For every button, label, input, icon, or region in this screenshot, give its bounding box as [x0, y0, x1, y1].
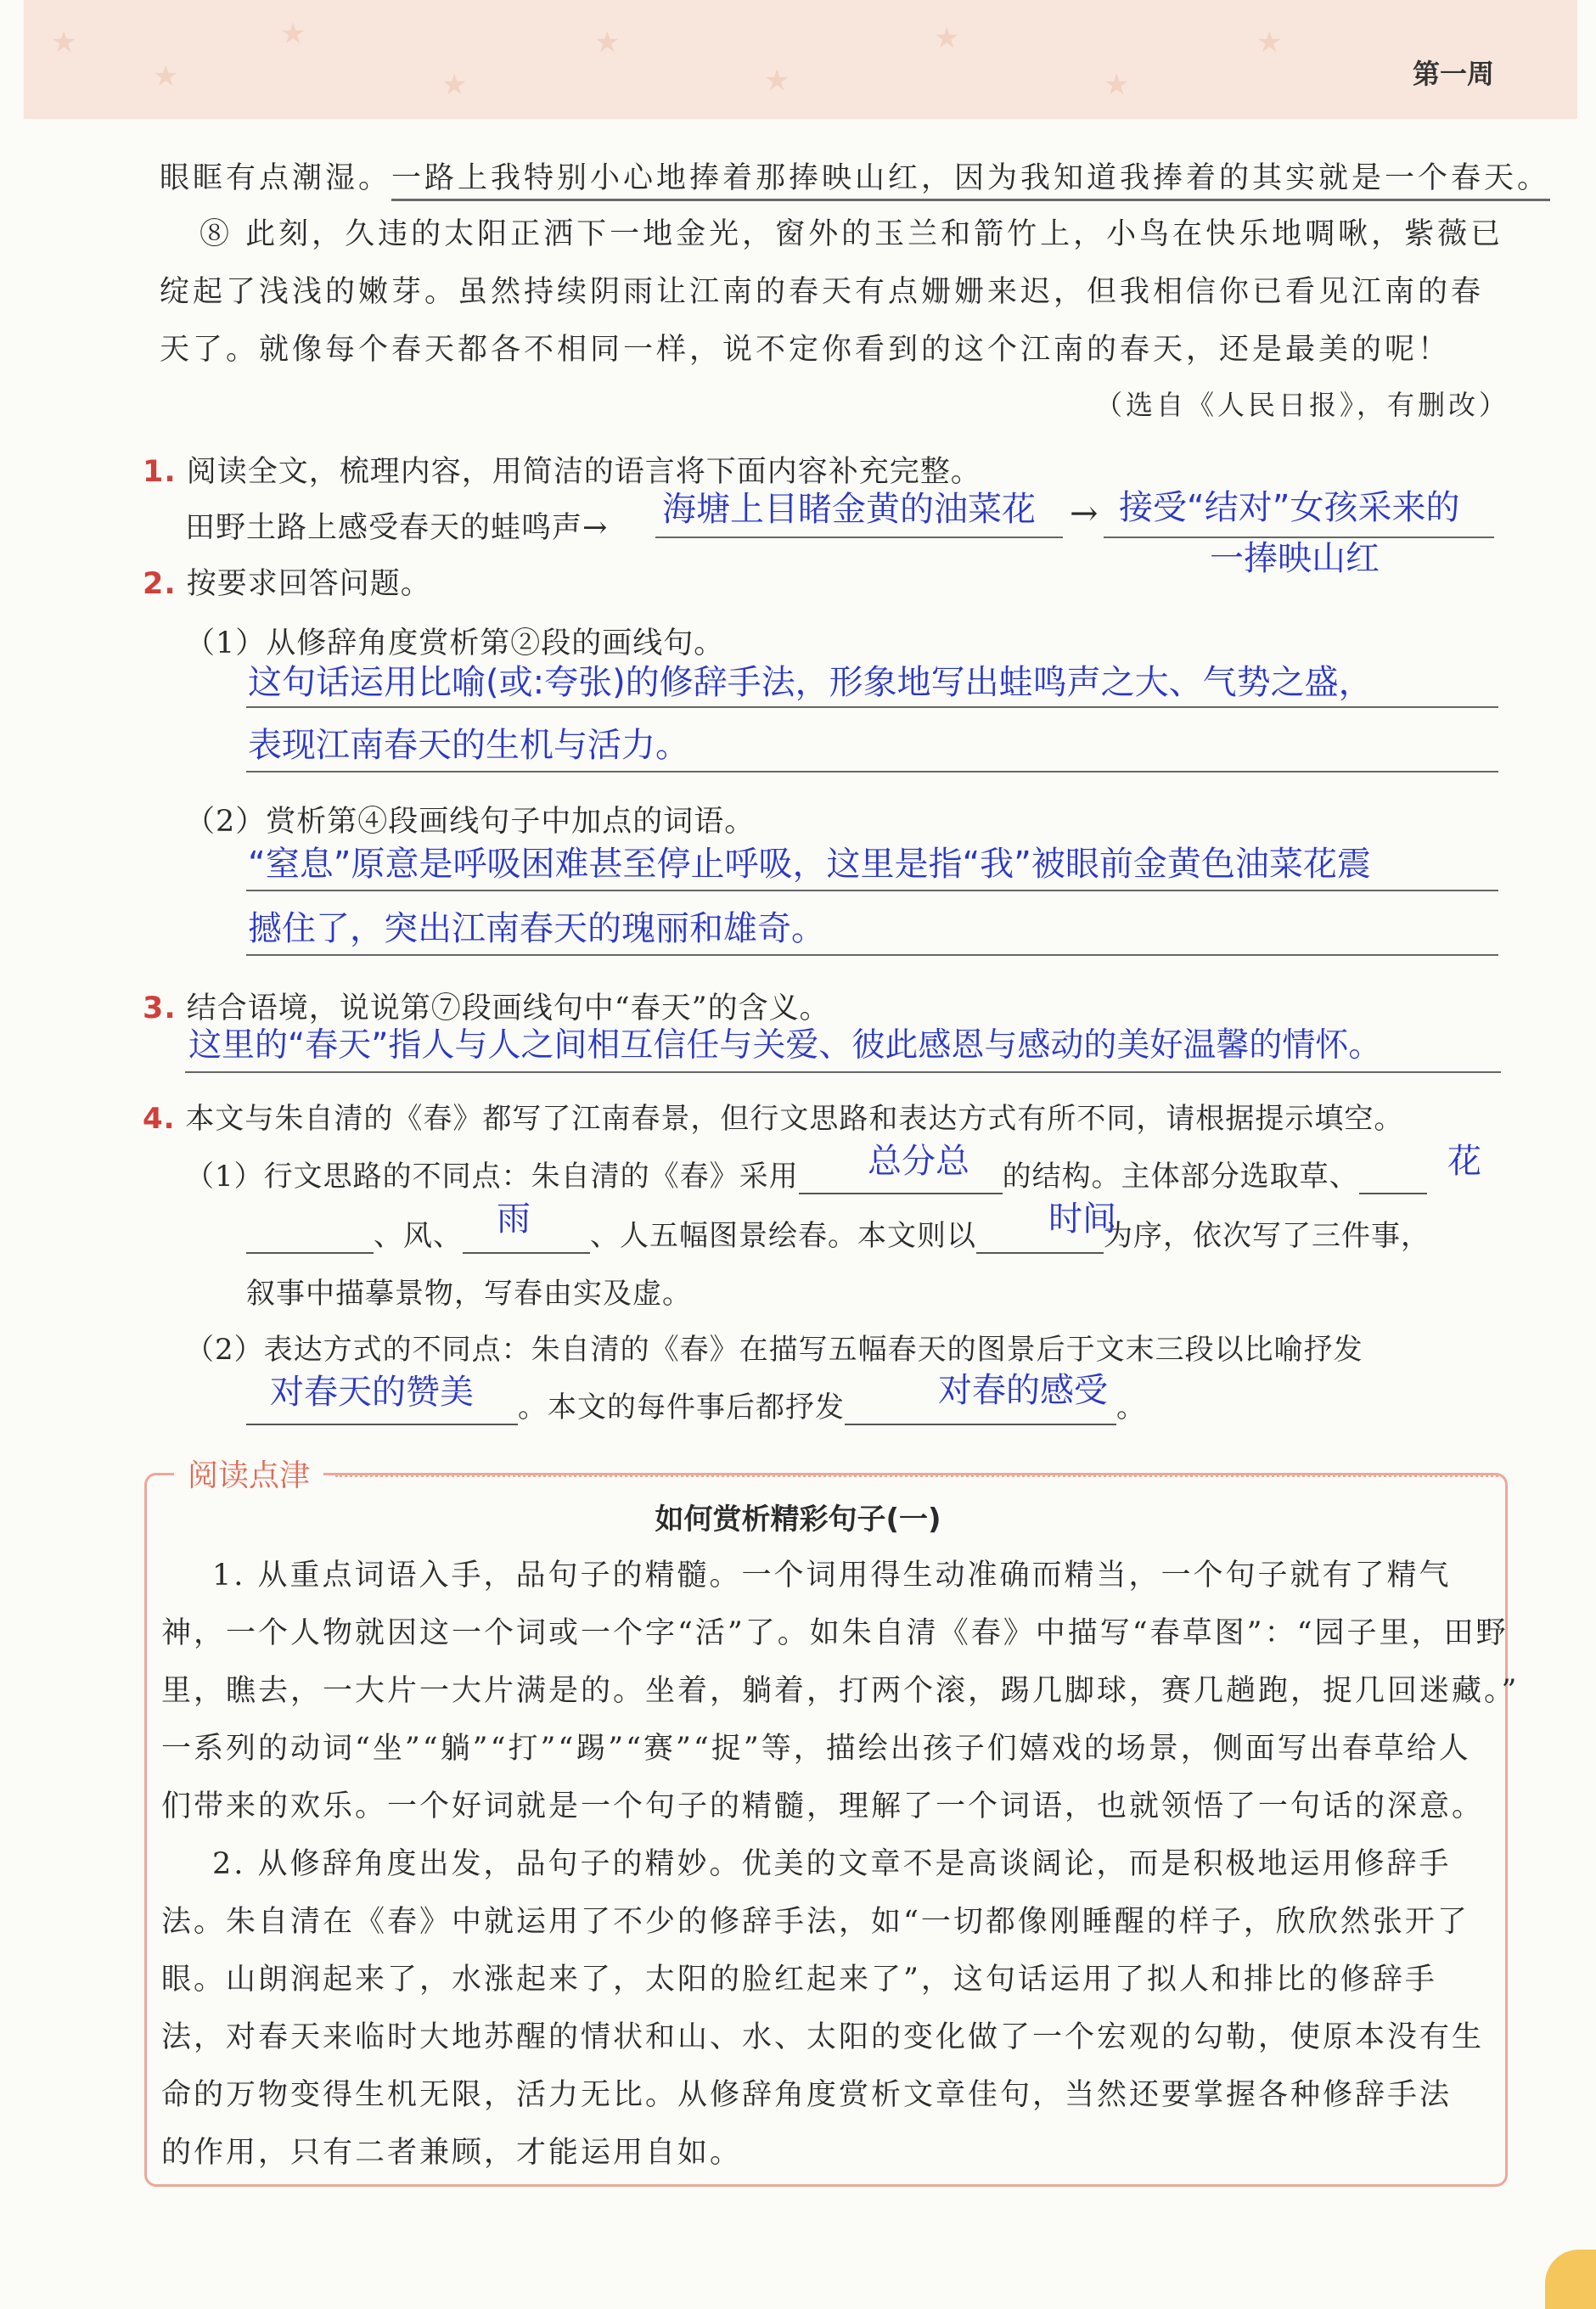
- question-text: 的结构。主体部分选取草、: [1002, 1160, 1359, 1194]
- answer-line: [185, 1071, 1501, 1073]
- tip-line: 里，瞧去，一大片一大片满是的。坐着，躺着，打两个滚，踢几脚球，赛几趟跑，捉几回迷藏。”: [161, 1674, 1520, 1708]
- tip-line: 命的万物变得生机无限，活力无比。从修辞角度赏析文章佳句，当然还要掌握各种修辞手法: [161, 2078, 1453, 2112]
- answer-line: [246, 954, 1498, 956]
- star-decoration: ★: [441, 68, 468, 102]
- answer-line: [246, 771, 1498, 772]
- star-decoration: ★: [594, 25, 621, 59]
- handwritten-answer: “窒息”原意是呼吸困难甚至停止呼吸，这里是指“我”被眼前金黄色油菜花震: [248, 845, 1371, 884]
- sub-question: [185, 1153, 1427, 1194]
- tip-line: 们带来的欢乐。一个好词就是一个句子的精髓，理解了一个词语，也就领悟了一句话的深意。: [161, 1789, 1485, 1823]
- passage-line: ⑧ 此刻，久违的太阳正洒下一地金光，窗外的玉兰和箭竹上，小鸟在快乐地啁啾，紫薇已: [200, 217, 1504, 251]
- question-text: 。: [1116, 1390, 1146, 1424]
- tip-line: 2. 从修辞角度出发，品句子的精妙。优美的文章不是高谈阔论，而是积极地运用修辞手: [212, 1847, 1452, 1881]
- question-text: 结合语境，说说第⑦段画线句中“春天”的含义。: [186, 992, 830, 1025]
- star-decoration: ★: [51, 25, 77, 59]
- question-text: （1）行文思路的不同点：朱自清的《春》采用: [185, 1160, 799, 1194]
- tip-line: 的作用，只有二者兼顾，才能运用自如。: [161, 2136, 743, 2170]
- question-text: 、人五幅图景绘春。本文则以: [590, 1219, 976, 1253]
- tip-line: 法。朱自清在《春》中就运用了不少的修辞手法，如“一切都像刚睡醒的样子，欣欣然张开了: [161, 1905, 1470, 1939]
- handwritten-answer: 撼住了，突出江南春天的瑰丽和雄奇。: [248, 909, 825, 948]
- question-text: 。本文的每件事后都抒发: [518, 1390, 845, 1424]
- star-decoration: ★: [280, 17, 306, 51]
- handwritten-answer: 对春的感受: [938, 1371, 1108, 1410]
- handwritten-answer: 花: [1447, 1142, 1481, 1181]
- handwritten-answer: 这里的“春天”指人与人之间相互信任与关爱、彼此感恩与感动的美好温馨的情怀。: [188, 1026, 1382, 1065]
- handwritten-answer: 总分总: [868, 1142, 969, 1181]
- sub-question: [246, 1212, 1430, 1254]
- handwritten-answer: 表现江南春天的生机与活力。: [248, 726, 689, 765]
- reading-tip-tag: 阅读点津: [174, 1452, 323, 1495]
- tip-line: 神，一个人物就因这一个词或一个字“活”了。如朱自清《春》中描写“春草图”：“园子里，田野: [161, 1616, 1509, 1650]
- question-number: 2.: [143, 567, 177, 601]
- question-2: [143, 560, 431, 603]
- underlined-sentence: 一路上我特别小心地捧着那捧映山红，因为我知道我捧着的其实就是一个春天。: [391, 161, 1550, 201]
- question-text: 为序，依次写了三件事，: [1104, 1219, 1430, 1253]
- page-corner-tab: [1545, 2250, 1596, 2309]
- sub-question: （2）表达方式的不同点：朱自清的《春》在描写五幅春天的图景后于文末三段以比喻抒发: [185, 1333, 1363, 1367]
- question-text: 本文与朱自清的《春》都写了江南春景，但行文思路和表达方式有所不同，请根据提示填空。: [185, 1102, 1404, 1136]
- question-number: 3.: [143, 992, 177, 1025]
- answer-blank: [246, 1216, 374, 1254]
- week-label: 第一周: [1412, 58, 1494, 90]
- star-decoration: ★: [153, 59, 179, 93]
- passage-source: （选自《人民日报》，有删改）: [1095, 389, 1510, 421]
- passage-line: [160, 154, 1550, 197]
- handwritten-answer: 对春天的赞美: [270, 1373, 474, 1412]
- answer-blank: [1359, 1157, 1427, 1194]
- tip-divider: [335, 1475, 1498, 1477]
- sub-question: （2）赏析第④段画线句子中加点的词语。: [185, 805, 756, 839]
- tip-line: 1. 从重点词语入手，品句子的精髓。一个词用得生动准确而精当，一个句子就有了精气: [212, 1559, 1452, 1593]
- handwritten-answer: 海塘上目睹金黄的油菜花: [662, 490, 1036, 529]
- flow-arrow: →: [1070, 494, 1099, 533]
- question-number: 1.: [143, 455, 177, 489]
- question-text: 、风、: [374, 1219, 463, 1253]
- sub-question: （1）从修辞角度赏析第②段的画线句。: [185, 626, 725, 660]
- tip-line: 一系列的动词“坐”“躺”“打”“踢”“赛”“捉”等，描绘出孩子们嬉戏的场景，侧面写出春草给人: [161, 1732, 1471, 1766]
- handwritten-answer: 时间: [1048, 1199, 1116, 1239]
- answer-blank: [655, 537, 1063, 538]
- handwritten-answer: 这句话运用比喻(或:夸张)的修辞手法，形象地写出蛙鸣声之大、气势之盛，: [248, 663, 1373, 702]
- star-decoration: ★: [1104, 68, 1130, 102]
- passage-line: 绽起了浅浅的嫩芽。虽然持续阴雨让江南的春天有点姗姗来迟，但我相信你已看见江南的春: [160, 275, 1485, 309]
- question-text: 阅读全文，梳理内容，用简洁的语言将下面内容补充完整。: [186, 455, 981, 489]
- handwritten-answer: 雨: [497, 1199, 531, 1239]
- answer-line: [246, 890, 1498, 891]
- reading-tip-title: 如何赏析精彩句子(一): [655, 1503, 941, 1537]
- question-text: 按要求回答问题。: [186, 567, 431, 601]
- star-decoration: ★: [764, 64, 790, 98]
- header-band: [24, 0, 1577, 119]
- tip-line: 眼。山朗润起来了，水涨起来了，太阳的脸红起来了”，这句话运用了拟人和排比的修辞手: [161, 1963, 1437, 1997]
- question-4: [143, 1095, 1403, 1137]
- sub-question: 叙事中描摹景物，写春由实及虚。: [246, 1277, 692, 1311]
- question-number: 4.: [143, 1102, 176, 1136]
- flow-start: 田野土路上感受春天的蛙鸣声→: [185, 511, 609, 545]
- handwritten-answer: 一捧映山红: [1210, 539, 1380, 578]
- passage-line: 天了。就像每个春天都各不相同一样，说不定你看到的这个江南的春天，还是最美的呢！: [160, 333, 1452, 367]
- star-decoration: ★: [934, 21, 960, 55]
- handwritten-answer: 接受“结对”女孩采来的: [1119, 488, 1460, 527]
- star-decoration: ★: [1256, 25, 1283, 59]
- answer-line: [246, 706, 1498, 708]
- passage-text: 眼眶有点潮湿。: [160, 161, 392, 195]
- tip-line: 法，对春天来临时大地苏醒的情状和山、水、太阳的变化做了一个宏观的勾勒，使原本没有生: [161, 2020, 1485, 2054]
